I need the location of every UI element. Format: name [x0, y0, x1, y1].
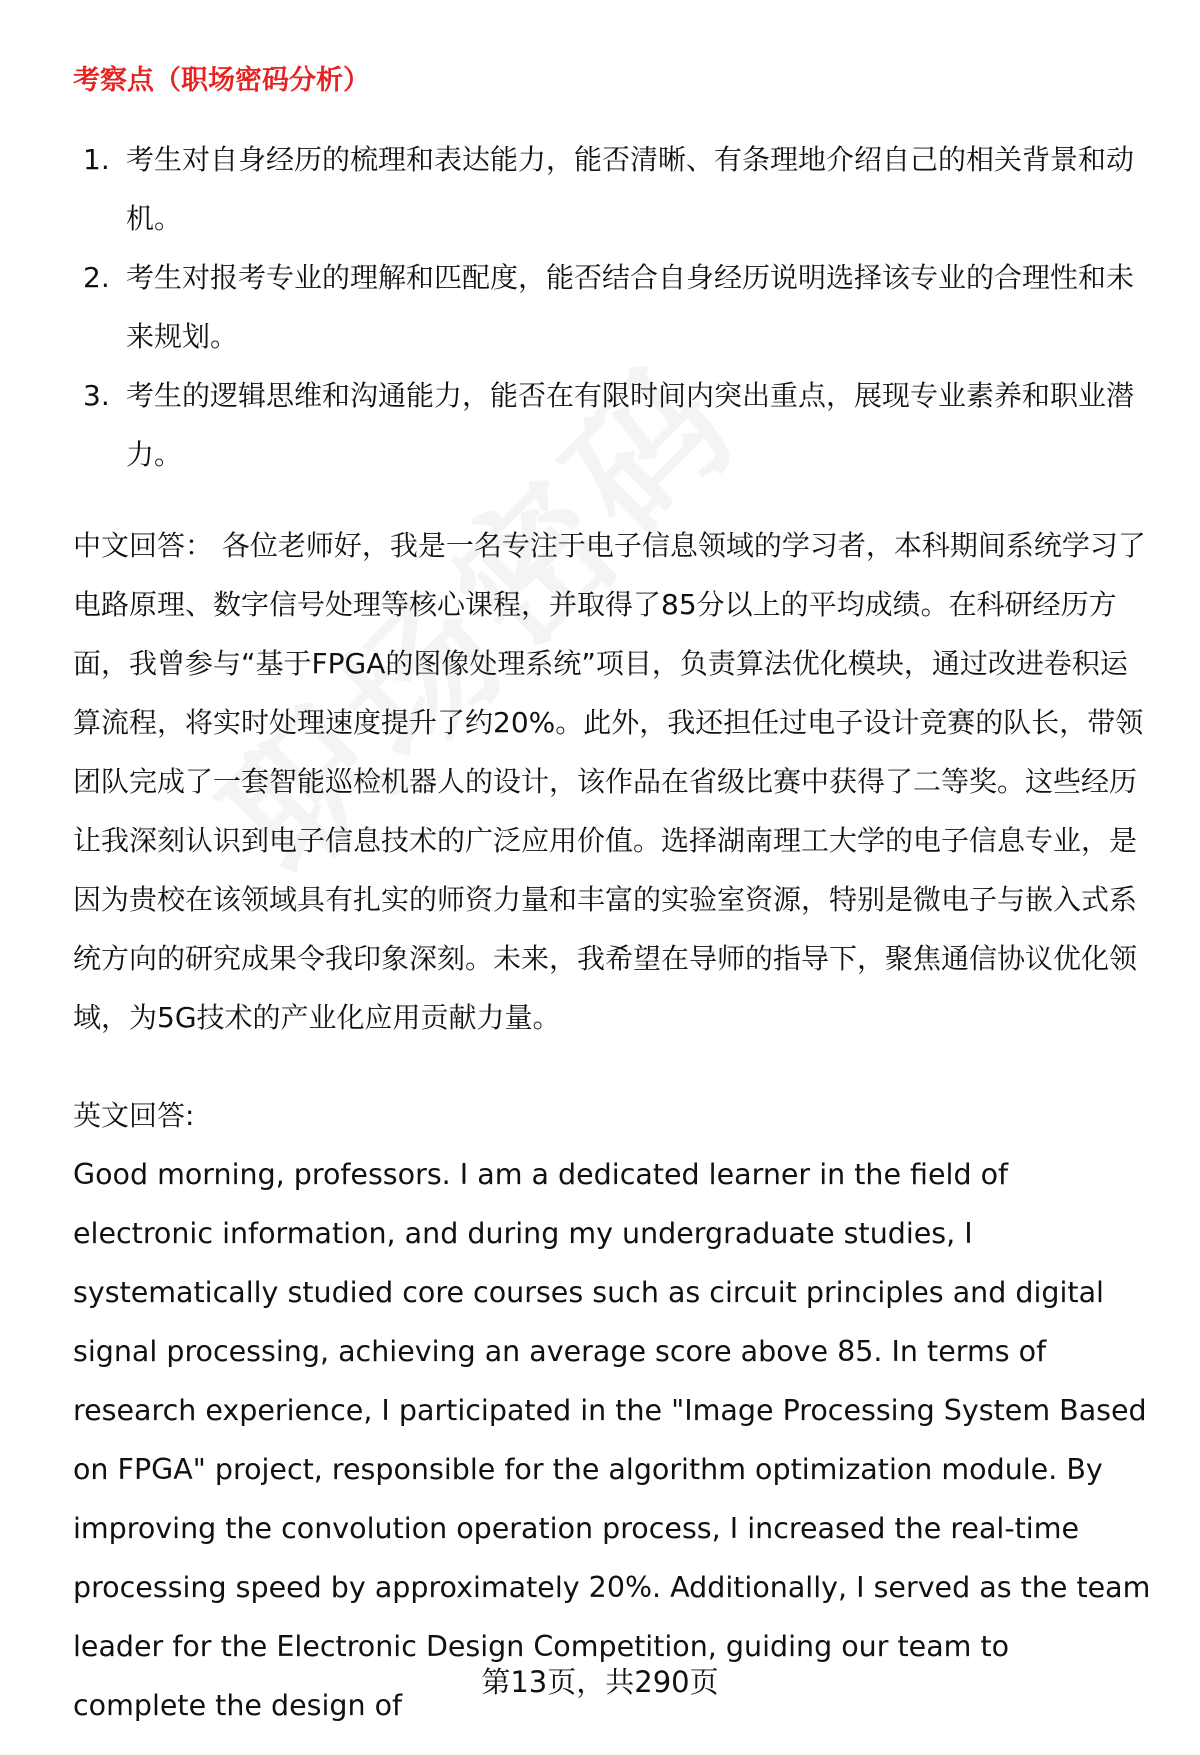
list-item: [73, 130, 1148, 248]
english-answer-label: 英文回答:: [73, 1099, 195, 1132]
list-number: 3.: [83, 379, 110, 412]
list-text: 考生对报考专业的理解和匹配度，能否结合自身经历说明选择该专业的合理性和未来规划。: [126, 261, 1135, 353]
list-text: 考生对自身经历的梳理和表达能力，能否清晰、有条理地介绍自己的相关背景和动机。: [126, 143, 1135, 235]
list-item: [73, 366, 1148, 484]
page-number: 第13页，共290页: [481, 1665, 719, 1699]
list-number: 2.: [83, 261, 110, 294]
list-number: 1.: [83, 143, 110, 176]
assessment-points-list: [73, 130, 1148, 484]
section-title: 考察点（职场密码分析）: [73, 65, 370, 96]
chinese-answer: 中文回答： 各位老师好，我是一名专注于电子信息领域的学习者，本科期间系统学习了电路原理、数字信号处理等核心课程，并取得了85分以上的平均成绩。在科研经历方面，我曾参与“基于FPGA的图像处理系统”项目，负责算法优化模块，通过改进卷积运算流程，将实时处理速度提升了约20%。此外，我还担任过电子设计竞赛的队长，带领团队完成了一套智能巡检机器人的设计，该作品在省级比赛中获得了二等奖。这些经历让我深刻认识到电子信息技术的广泛应用价值。选择湖南理工大学的电子信息专业，是因为贵校在该领域具有扎实的师资力量和丰富的实验室资源，特别是微电子与嵌入式系统方向的研究成果令我印象深刻。未来，我希望在导师的指导下，聚焦通信协议优化领域，为5G技术的产业化应用贡献力量。: [73, 529, 1146, 1034]
english-answer: Good morning, professors. I am a dedicated learner in the field of electronic information, and during my undergraduate studies, I systematically studied core courses such as circuit principles and digital signal processing, achieving an average score above 85. In terms of research experience, I participated in the "Image Processing System Based on FPGA" project, responsible for the algorithm optimization module. By improving the convolution operation process, I increased the real-time processing speed by approximately 20%. Additionally, I served as the team leader for the Electronic Design Competition, guiding our team to complete the design of: [73, 1158, 1151, 1722]
list-item: [73, 248, 1148, 366]
list-text: 考生的逻辑思维和沟通能力，能否在有限时间内突出重点，展现专业素养和职业潜力。: [126, 379, 1135, 471]
